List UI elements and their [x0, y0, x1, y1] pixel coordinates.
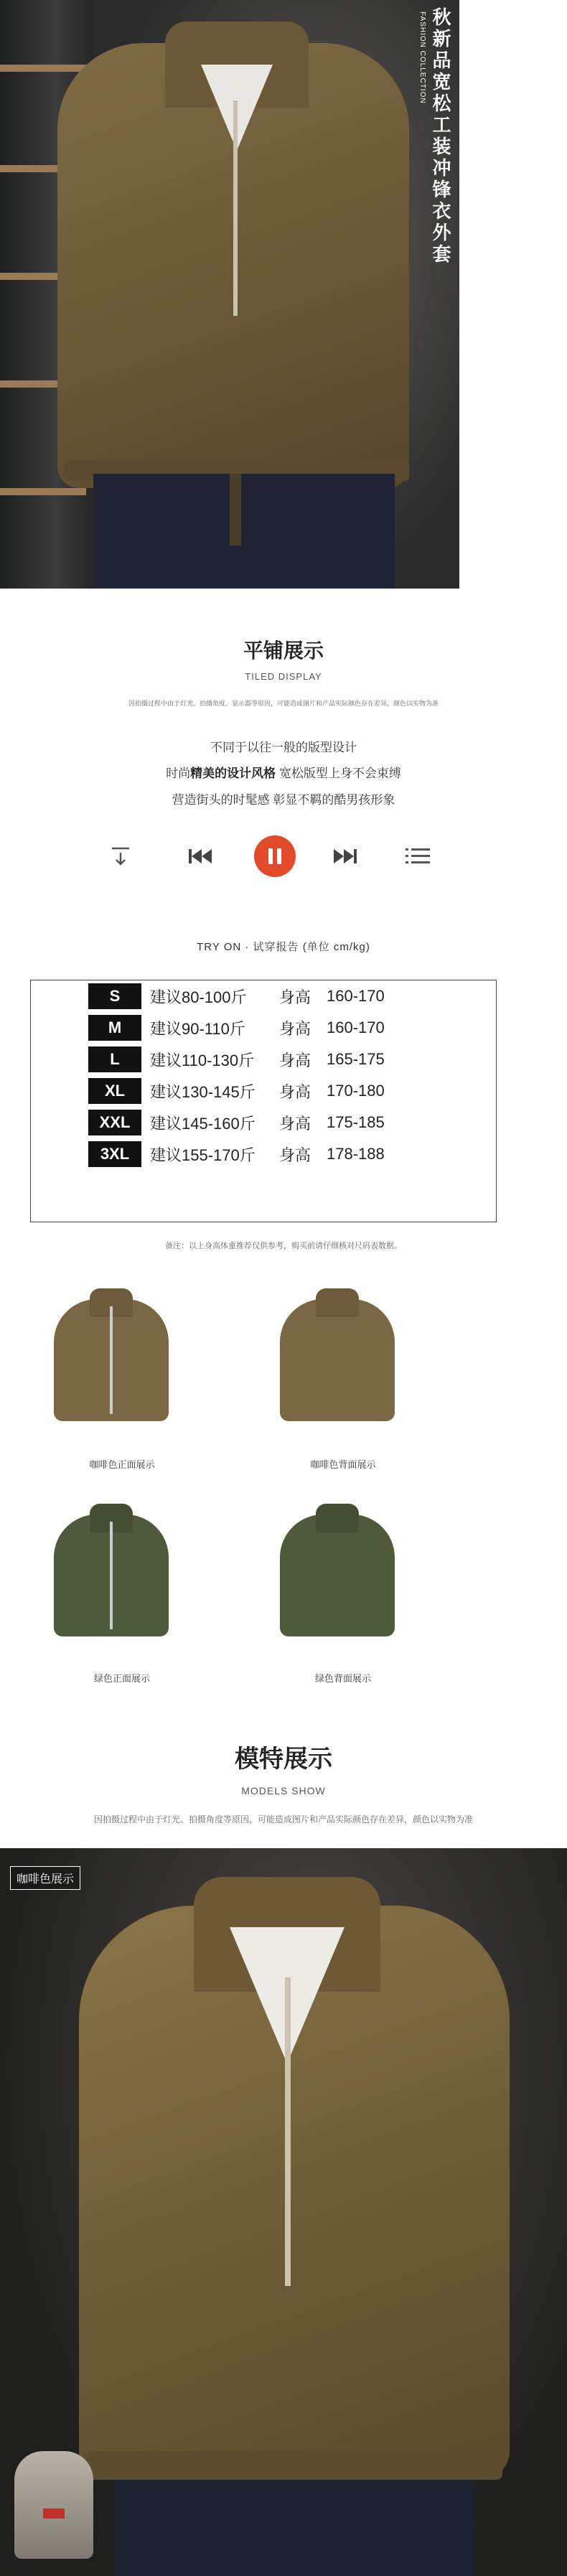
style-line-3: 营造街头的时髦感 彰显不羁的酷男孩形象 — [172, 793, 395, 807]
pause-icon — [254, 835, 296, 877]
pause-button[interactable] — [253, 834, 296, 879]
size-height: 160-170 — [327, 987, 385, 1005]
size-weight: 建议110-130斤 — [150, 1051, 255, 1069]
size-badge: S — [88, 983, 141, 1009]
tiled-note: 因拍摄过程中由于灯光、拍摄角度、显示器等原因，可能造成图片和产品实际颜色存在差异，颜色以实物为准 — [128, 700, 439, 707]
size-height: 160-170 — [327, 1018, 385, 1036]
product-image-green-back — [266, 1500, 409, 1665]
tiled-title: 平铺展示 — [243, 639, 324, 662]
next-icon[interactable] — [329, 834, 360, 879]
product-caption: 绿色背面展示 — [314, 1673, 371, 1684]
hero-subtitle: FASHION COLLECTION — [418, 11, 426, 104]
size-height-label: 身高 — [279, 1082, 311, 1101]
size-row-s — [88, 982, 413, 1011]
size-height: 170-180 — [327, 1082, 385, 1100]
music-player — [106, 834, 436, 879]
product-image-green-front — [39, 1500, 183, 1665]
models-note: 因拍摄过程中由于灯光、拍摄角度等原因，可能造成图片和产品实际颜色存在差异，颜色以实物为准 — [93, 1814, 473, 1825]
size-row-xl — [88, 1077, 413, 1105]
size-height-label: 身高 — [279, 1114, 311, 1133]
size-badge: XL — [88, 1078, 141, 1104]
size-badge: L — [88, 1046, 141, 1072]
size-row-3xl — [88, 1140, 413, 1168]
size-weight: 建议155-170斤 — [150, 1146, 256, 1164]
size-height: 175-185 — [327, 1113, 385, 1131]
hero-side-blank — [459, 0, 567, 589]
size-badge: XXL — [88, 1110, 141, 1135]
size-badge: 3XL — [88, 1141, 141, 1167]
size-weight: 建议80-100斤 — [150, 988, 247, 1006]
size-heading: TRY ON · 试穿报告 (单位 cm/kg) — [197, 941, 370, 953]
product-caption: 绿色正面展示 — [93, 1673, 150, 1684]
style-line-1: 不同于以往一般的版型设计 — [210, 741, 357, 754]
hero-photo — [0, 0, 459, 589]
model-photo — [0, 1848, 567, 2576]
size-badge: M — [88, 1015, 141, 1041]
size-height-label: 身高 — [279, 1019, 311, 1038]
models-subtitle: MODELS SHOW — [241, 1785, 326, 1797]
size-height-label: 身高 — [279, 988, 311, 1006]
size-height: 165-175 — [327, 1050, 385, 1068]
previous-icon[interactable] — [185, 834, 217, 879]
size-height-label: 身高 — [279, 1146, 311, 1164]
size-row-xxl — [88, 1108, 413, 1137]
size-weight: 建议90-110斤 — [150, 1019, 245, 1038]
model-color-tag: 咖啡色展示 — [10, 1866, 80, 1890]
size-note: 备注：以上身高体重推荐仅供参考，购买前请仔细核对尺码表数据。 — [165, 1242, 402, 1250]
size-height: 178-188 — [327, 1145, 385, 1163]
size-row-m — [88, 1013, 413, 1042]
size-height-label: 身高 — [279, 1051, 311, 1069]
product-image-coffee-front — [39, 1285, 183, 1450]
cat-figurine — [14, 2451, 93, 2559]
download-icon[interactable] — [106, 834, 135, 879]
tiled-subtitle: TILED DISPLAY — [245, 671, 322, 682]
models-title: 模特展示 — [235, 1745, 332, 1774]
size-weight: 建议130-145斤 — [150, 1082, 256, 1101]
product-image-coffee-back — [266, 1285, 409, 1450]
product-caption: 咖啡色背面展示 — [310, 1459, 376, 1470]
size-weight: 建议145-160斤 — [150, 1114, 256, 1133]
size-table — [30, 980, 497, 1222]
style-line-2: 时尚精美的设计风格 宽松版型上身不会束缚 — [166, 767, 401, 780]
product-caption: 咖啡色正面展示 — [89, 1459, 155, 1470]
hero-title: 秋新品宽松工装冲锋衣外套 — [429, 7, 451, 266]
playlist-icon[interactable] — [402, 834, 434, 879]
size-row-l — [88, 1045, 413, 1074]
